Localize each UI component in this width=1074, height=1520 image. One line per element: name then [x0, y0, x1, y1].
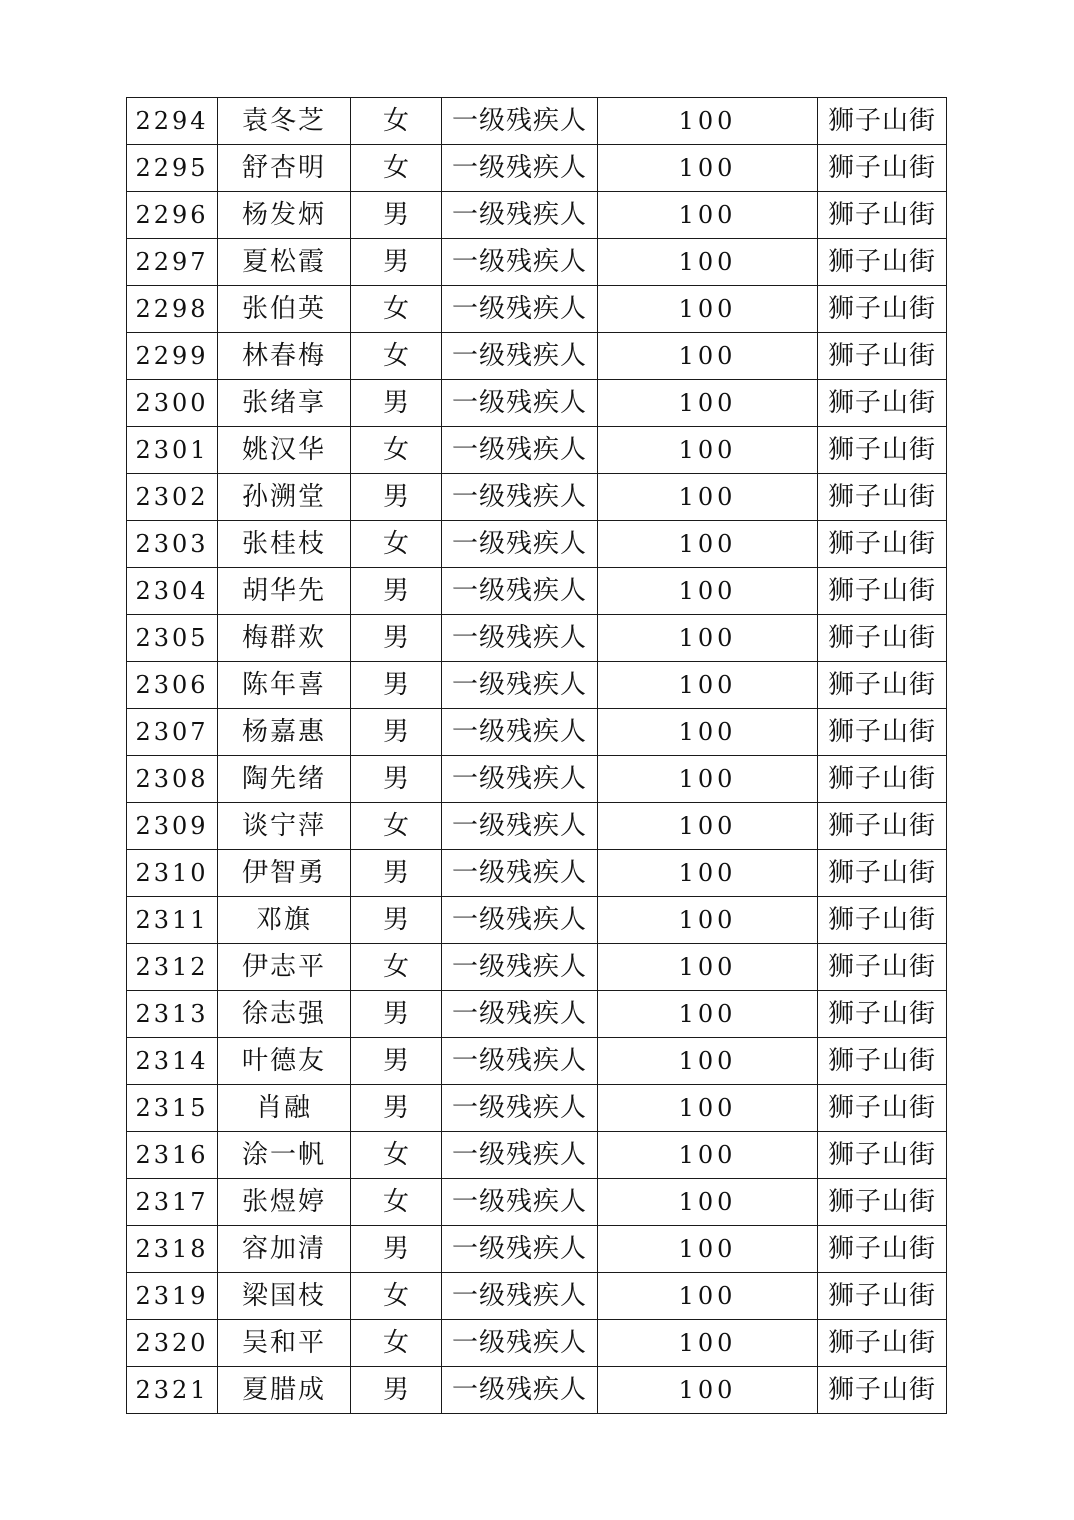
cell-street: 狮子山街 [818, 756, 947, 803]
cell-disability-level: 一级残疾人 [442, 756, 598, 803]
cell-serial-number: 2302 [127, 474, 218, 521]
cell-name: 胡华先 [218, 568, 351, 615]
cell-disability-level: 一级残疾人 [442, 474, 598, 521]
cell-disability-level: 一级残疾人 [442, 1179, 598, 1226]
table-row [127, 333, 947, 380]
cell-name: 孙溯堂 [218, 474, 351, 521]
table-row [127, 286, 947, 333]
cell-street: 狮子山街 [818, 1367, 947, 1414]
cell-gender: 男 [351, 1085, 442, 1132]
cell-gender: 男 [351, 991, 442, 1038]
cell-gender: 女 [351, 1132, 442, 1179]
cell-name: 袁冬芝 [218, 98, 351, 145]
table-row [127, 98, 947, 145]
cell-gender: 女 [351, 145, 442, 192]
cell-disability-level: 一级残疾人 [442, 145, 598, 192]
cell-disability-level: 一级残疾人 [442, 239, 598, 286]
cell-gender: 男 [351, 239, 442, 286]
cell-gender: 男 [351, 568, 442, 615]
cell-street: 狮子山街 [818, 991, 947, 1038]
cell-serial-number: 2317 [127, 1179, 218, 1226]
cell-serial-number: 2308 [127, 756, 218, 803]
cell-amount: 100 [598, 1132, 818, 1179]
cell-street: 狮子山街 [818, 474, 947, 521]
table-row [127, 1320, 947, 1367]
cell-serial-number: 2304 [127, 568, 218, 615]
cell-disability-level: 一级残疾人 [442, 521, 598, 568]
cell-amount: 100 [598, 615, 818, 662]
cell-gender: 女 [351, 944, 442, 991]
cell-serial-number: 2314 [127, 1038, 218, 1085]
cell-amount: 100 [598, 1273, 818, 1320]
cell-name: 杨嘉惠 [218, 709, 351, 756]
cell-serial-number: 2311 [127, 897, 218, 944]
cell-serial-number: 2315 [127, 1085, 218, 1132]
cell-name: 谈宁萍 [218, 803, 351, 850]
table-row [127, 521, 947, 568]
table-row [127, 1085, 947, 1132]
cell-serial-number: 2295 [127, 145, 218, 192]
cell-disability-level: 一级残疾人 [442, 615, 598, 662]
cell-disability-level: 一级残疾人 [442, 286, 598, 333]
cell-street: 狮子山街 [818, 897, 947, 944]
cell-disability-level: 一级残疾人 [442, 944, 598, 991]
cell-amount: 100 [598, 1320, 818, 1367]
cell-amount: 100 [598, 333, 818, 380]
cell-disability-level: 一级残疾人 [442, 380, 598, 427]
cell-gender: 男 [351, 615, 442, 662]
cell-name: 张绪享 [218, 380, 351, 427]
cell-street: 狮子山街 [818, 568, 947, 615]
cell-street: 狮子山街 [818, 1273, 947, 1320]
cell-name: 叶德友 [218, 1038, 351, 1085]
table-row [127, 1226, 947, 1273]
cell-serial-number: 2312 [127, 944, 218, 991]
cell-serial-number: 2310 [127, 850, 218, 897]
cell-serial-number: 2296 [127, 192, 218, 239]
cell-street: 狮子山街 [818, 1226, 947, 1273]
cell-street: 狮子山街 [818, 944, 947, 991]
cell-gender: 女 [351, 1320, 442, 1367]
cell-name: 杨发炳 [218, 192, 351, 239]
cell-gender: 男 [351, 850, 442, 897]
cell-amount: 100 [598, 568, 818, 615]
table-row [127, 1038, 947, 1085]
cell-amount: 100 [598, 756, 818, 803]
cell-gender: 女 [351, 98, 442, 145]
cell-disability-level: 一级残疾人 [442, 803, 598, 850]
cell-disability-level: 一级残疾人 [442, 427, 598, 474]
cell-gender: 男 [351, 662, 442, 709]
cell-serial-number: 2303 [127, 521, 218, 568]
cell-gender: 男 [351, 756, 442, 803]
table-row [127, 1367, 947, 1414]
table-row [127, 944, 947, 991]
cell-amount: 100 [598, 1367, 818, 1414]
cell-gender: 女 [351, 803, 442, 850]
cell-street: 狮子山街 [818, 380, 947, 427]
cell-serial-number: 2294 [127, 98, 218, 145]
cell-gender: 男 [351, 1226, 442, 1273]
cell-street: 狮子山街 [818, 521, 947, 568]
cell-street: 狮子山街 [818, 333, 947, 380]
cell-name: 张桂枝 [218, 521, 351, 568]
cell-amount: 100 [598, 850, 818, 897]
cell-amount: 100 [598, 521, 818, 568]
recipients-table [126, 97, 947, 1414]
document-page [126, 97, 946, 1414]
cell-name: 林春梅 [218, 333, 351, 380]
cell-disability-level: 一级残疾人 [442, 1273, 598, 1320]
table-row [127, 568, 947, 615]
table-row [127, 427, 947, 474]
cell-street: 狮子山街 [818, 1085, 947, 1132]
cell-name: 舒杏明 [218, 145, 351, 192]
cell-amount: 100 [598, 98, 818, 145]
cell-street: 狮子山街 [818, 98, 947, 145]
cell-serial-number: 2305 [127, 615, 218, 662]
cell-serial-number: 2297 [127, 239, 218, 286]
cell-street: 狮子山街 [818, 1132, 947, 1179]
cell-name: 伊志平 [218, 944, 351, 991]
cell-name: 徐志强 [218, 991, 351, 1038]
cell-amount: 100 [598, 427, 818, 474]
cell-disability-level: 一级残疾人 [442, 662, 598, 709]
cell-serial-number: 2299 [127, 333, 218, 380]
cell-name: 陈年喜 [218, 662, 351, 709]
cell-street: 狮子山街 [818, 850, 947, 897]
cell-disability-level: 一级残疾人 [442, 568, 598, 615]
cell-disability-level: 一级残疾人 [442, 98, 598, 145]
cell-gender: 男 [351, 474, 442, 521]
cell-street: 狮子山街 [818, 239, 947, 286]
cell-serial-number: 2319 [127, 1273, 218, 1320]
cell-serial-number: 2318 [127, 1226, 218, 1273]
cell-name: 姚汉华 [218, 427, 351, 474]
cell-gender: 男 [351, 380, 442, 427]
table-row [127, 662, 947, 709]
cell-serial-number: 2313 [127, 991, 218, 1038]
cell-name: 梅群欢 [218, 615, 351, 662]
cell-amount: 100 [598, 286, 818, 333]
table-row [127, 474, 947, 521]
cell-gender: 女 [351, 286, 442, 333]
cell-name: 张煜婷 [218, 1179, 351, 1226]
cell-serial-number: 2316 [127, 1132, 218, 1179]
table-row [127, 850, 947, 897]
cell-street: 狮子山街 [818, 709, 947, 756]
cell-street: 狮子山街 [818, 427, 947, 474]
table-row [127, 192, 947, 239]
cell-disability-level: 一级残疾人 [442, 709, 598, 756]
cell-disability-level: 一级残疾人 [442, 1226, 598, 1273]
cell-name: 陶先绪 [218, 756, 351, 803]
cell-serial-number: 2309 [127, 803, 218, 850]
table-row [127, 239, 947, 286]
cell-disability-level: 一级残疾人 [442, 1320, 598, 1367]
cell-disability-level: 一级残疾人 [442, 1132, 598, 1179]
cell-disability-level: 一级残疾人 [442, 333, 598, 380]
cell-serial-number: 2298 [127, 286, 218, 333]
cell-serial-number: 2306 [127, 662, 218, 709]
cell-amount: 100 [598, 145, 818, 192]
cell-amount: 100 [598, 192, 818, 239]
cell-amount: 100 [598, 709, 818, 756]
table-row [127, 380, 947, 427]
table-row [127, 1179, 947, 1226]
cell-serial-number: 2301 [127, 427, 218, 474]
cell-disability-level: 一级残疾人 [442, 1367, 598, 1414]
cell-name: 肖融 [218, 1085, 351, 1132]
cell-gender: 女 [351, 1179, 442, 1226]
cell-disability-level: 一级残疾人 [442, 850, 598, 897]
cell-gender: 男 [351, 1367, 442, 1414]
cell-gender: 女 [351, 521, 442, 568]
cell-street: 狮子山街 [818, 615, 947, 662]
cell-amount: 100 [598, 380, 818, 427]
cell-street: 狮子山街 [818, 1179, 947, 1226]
cell-amount: 100 [598, 803, 818, 850]
cell-name: 梁国枝 [218, 1273, 351, 1320]
cell-amount: 100 [598, 239, 818, 286]
cell-disability-level: 一级残疾人 [442, 897, 598, 944]
cell-gender: 女 [351, 427, 442, 474]
cell-disability-level: 一级残疾人 [442, 991, 598, 1038]
table-row [127, 145, 947, 192]
table-row [127, 756, 947, 803]
cell-street: 狮子山街 [818, 1320, 947, 1367]
cell-street: 狮子山街 [818, 662, 947, 709]
cell-street: 狮子山街 [818, 803, 947, 850]
cell-amount: 100 [598, 944, 818, 991]
cell-amount: 100 [598, 1179, 818, 1226]
cell-street: 狮子山街 [818, 286, 947, 333]
cell-name: 伊智勇 [218, 850, 351, 897]
table-row [127, 803, 947, 850]
table-row [127, 709, 947, 756]
cell-amount: 100 [598, 1226, 818, 1273]
cell-gender: 男 [351, 897, 442, 944]
cell-name: 夏腊成 [218, 1367, 351, 1414]
cell-name: 吴和平 [218, 1320, 351, 1367]
table-body [127, 98, 947, 1414]
cell-name: 容加清 [218, 1226, 351, 1273]
cell-name: 涂一帆 [218, 1132, 351, 1179]
cell-name: 张伯英 [218, 286, 351, 333]
cell-gender: 女 [351, 333, 442, 380]
cell-amount: 100 [598, 991, 818, 1038]
cell-serial-number: 2320 [127, 1320, 218, 1367]
cell-disability-level: 一级残疾人 [442, 192, 598, 239]
cell-gender: 男 [351, 709, 442, 756]
table-row [127, 991, 947, 1038]
cell-amount: 100 [598, 474, 818, 521]
cell-disability-level: 一级残疾人 [442, 1085, 598, 1132]
cell-street: 狮子山街 [818, 1038, 947, 1085]
table-row [127, 1273, 947, 1320]
cell-serial-number: 2300 [127, 380, 218, 427]
table-row [127, 1132, 947, 1179]
table-row [127, 897, 947, 944]
cell-amount: 100 [598, 1085, 818, 1132]
cell-serial-number: 2321 [127, 1367, 218, 1414]
cell-gender: 男 [351, 1038, 442, 1085]
cell-amount: 100 [598, 1038, 818, 1085]
cell-street: 狮子山街 [818, 145, 947, 192]
cell-amount: 100 [598, 897, 818, 944]
cell-gender: 女 [351, 1273, 442, 1320]
table-row [127, 615, 947, 662]
cell-name: 夏松霞 [218, 239, 351, 286]
cell-disability-level: 一级残疾人 [442, 1038, 598, 1085]
cell-street: 狮子山街 [818, 192, 947, 239]
cell-serial-number: 2307 [127, 709, 218, 756]
cell-gender: 男 [351, 192, 442, 239]
cell-amount: 100 [598, 662, 818, 709]
cell-name: 邓旗 [218, 897, 351, 944]
